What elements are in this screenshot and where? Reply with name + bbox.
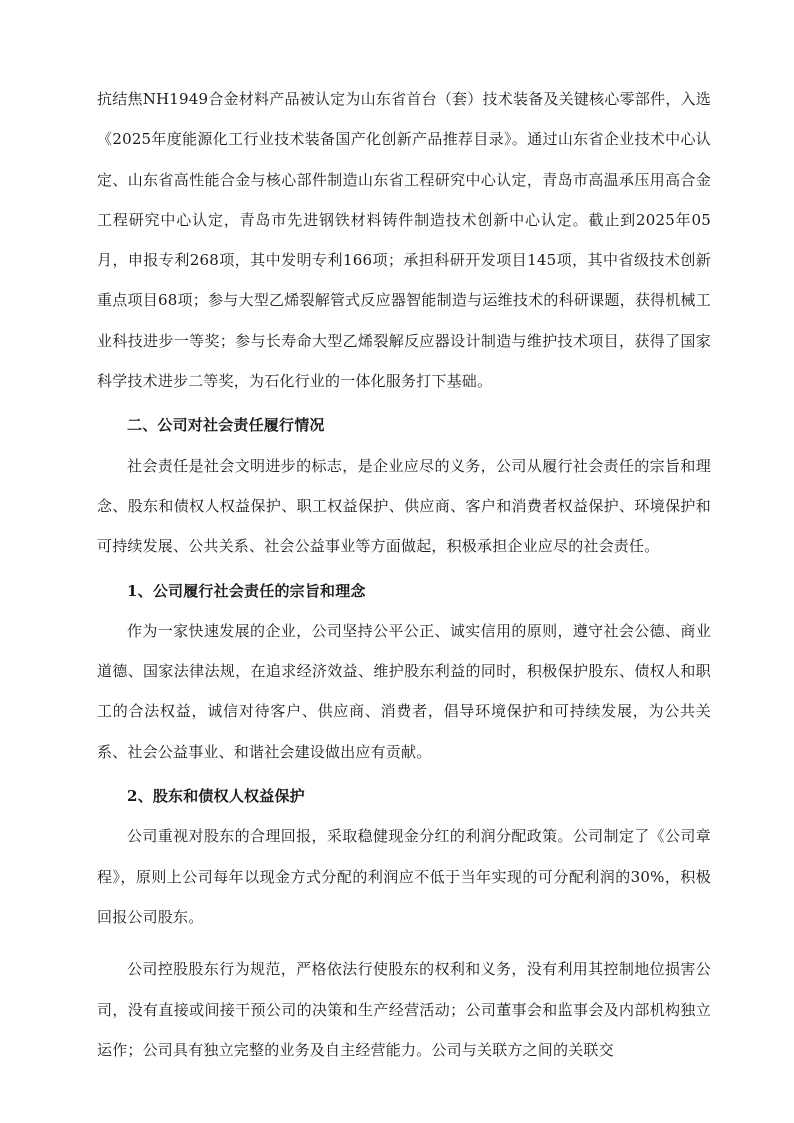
paragraph-social-responsibility-intro: 社会责任是社会文明进步的标志，是企业应尽的义务，公司从履行社会责任的宗旨和理念、股东和债权人权益保护、职工权益保护、供应商、客户和消费者权益保护、环境保护和可持续发展、公共关系、社会公益事业等方面做起，积极承担企业应尽的社会责任。 — [97, 456, 711, 556]
paragraph-shareholder-returns: 公司重视对股东的合理回报，采取稳健现金分红的利润分配政策。公司制定了《公司章程》，原则上公司每年以现金方式分配的利润应不低于当年实现的可分配利润的30%，积极回报公司股东。 — [97, 827, 711, 926]
paragraph-purpose-and-philosophy: 作为一家快速发展的企业，公司坚持公平公正、诚实信用的原则，遵守社会公德、商业道德、国家法律法规，在追求经济效益、维护股东利益的同时，积极保护股东、债权人和职工的合法权益，诚信对待客户、供应商、消费者，倡导环境保护和可持续发展，为公共关系、社会公益事业、和谐社会建设做出应有贡献。 — [97, 621, 711, 761]
subheading-shareholder-creditor-protection: 2、股东和债权人权益保护 — [127, 787, 305, 806]
section-heading-social-responsibility: 二、公司对社会责任履行情况 — [127, 416, 325, 435]
paragraph-controlling-shareholder: 公司控股股东行为规范，严格依法行使股东的权利和义务，没有利用其控制地位损害公司，没有直接或间接干预公司的决策和生产经营活动；公司董事会和监事会及内部机构独立运作；公司具有独立完整的业务及自主经营能力。公司与关联方之间的关联交 — [97, 960, 711, 1059]
subheading-purpose-and-philosophy: 1、公司履行社会责任的宗旨和理念 — [127, 581, 366, 600]
document-body — [97, 79, 711, 1070]
paragraph-rd-achievements: 抗结焦NH1949合金材料产品被认定为山东省首台（套）技术装备及关键核心零部件，入选《2025年度能源化工行业技术装备国产化创新产品推荐目录》。通过山东省企业技术中心认定、山东省高性能合金与核心部件制造山东省工程研究中心认定，青岛市高温承压用高合金工程研究中心认定，青岛市先进钢铁材料铸件制造技术创新中心认定。截止到2025年05月，申报专利268项，其中发明专利166项；承担科研开发项目145项，其中省级技术创新重点项目68项；参与大型乙烯裂解管式反应器智能制造与运维技术的科研课题，获得机械工业科技进步一等奖；参与长寿命大型乙烯裂解反应器设计制造与维护技术项目，获得了国家科学技术进步二等奖，为石化行业的一体化服务打下基础。 — [97, 90, 711, 391]
